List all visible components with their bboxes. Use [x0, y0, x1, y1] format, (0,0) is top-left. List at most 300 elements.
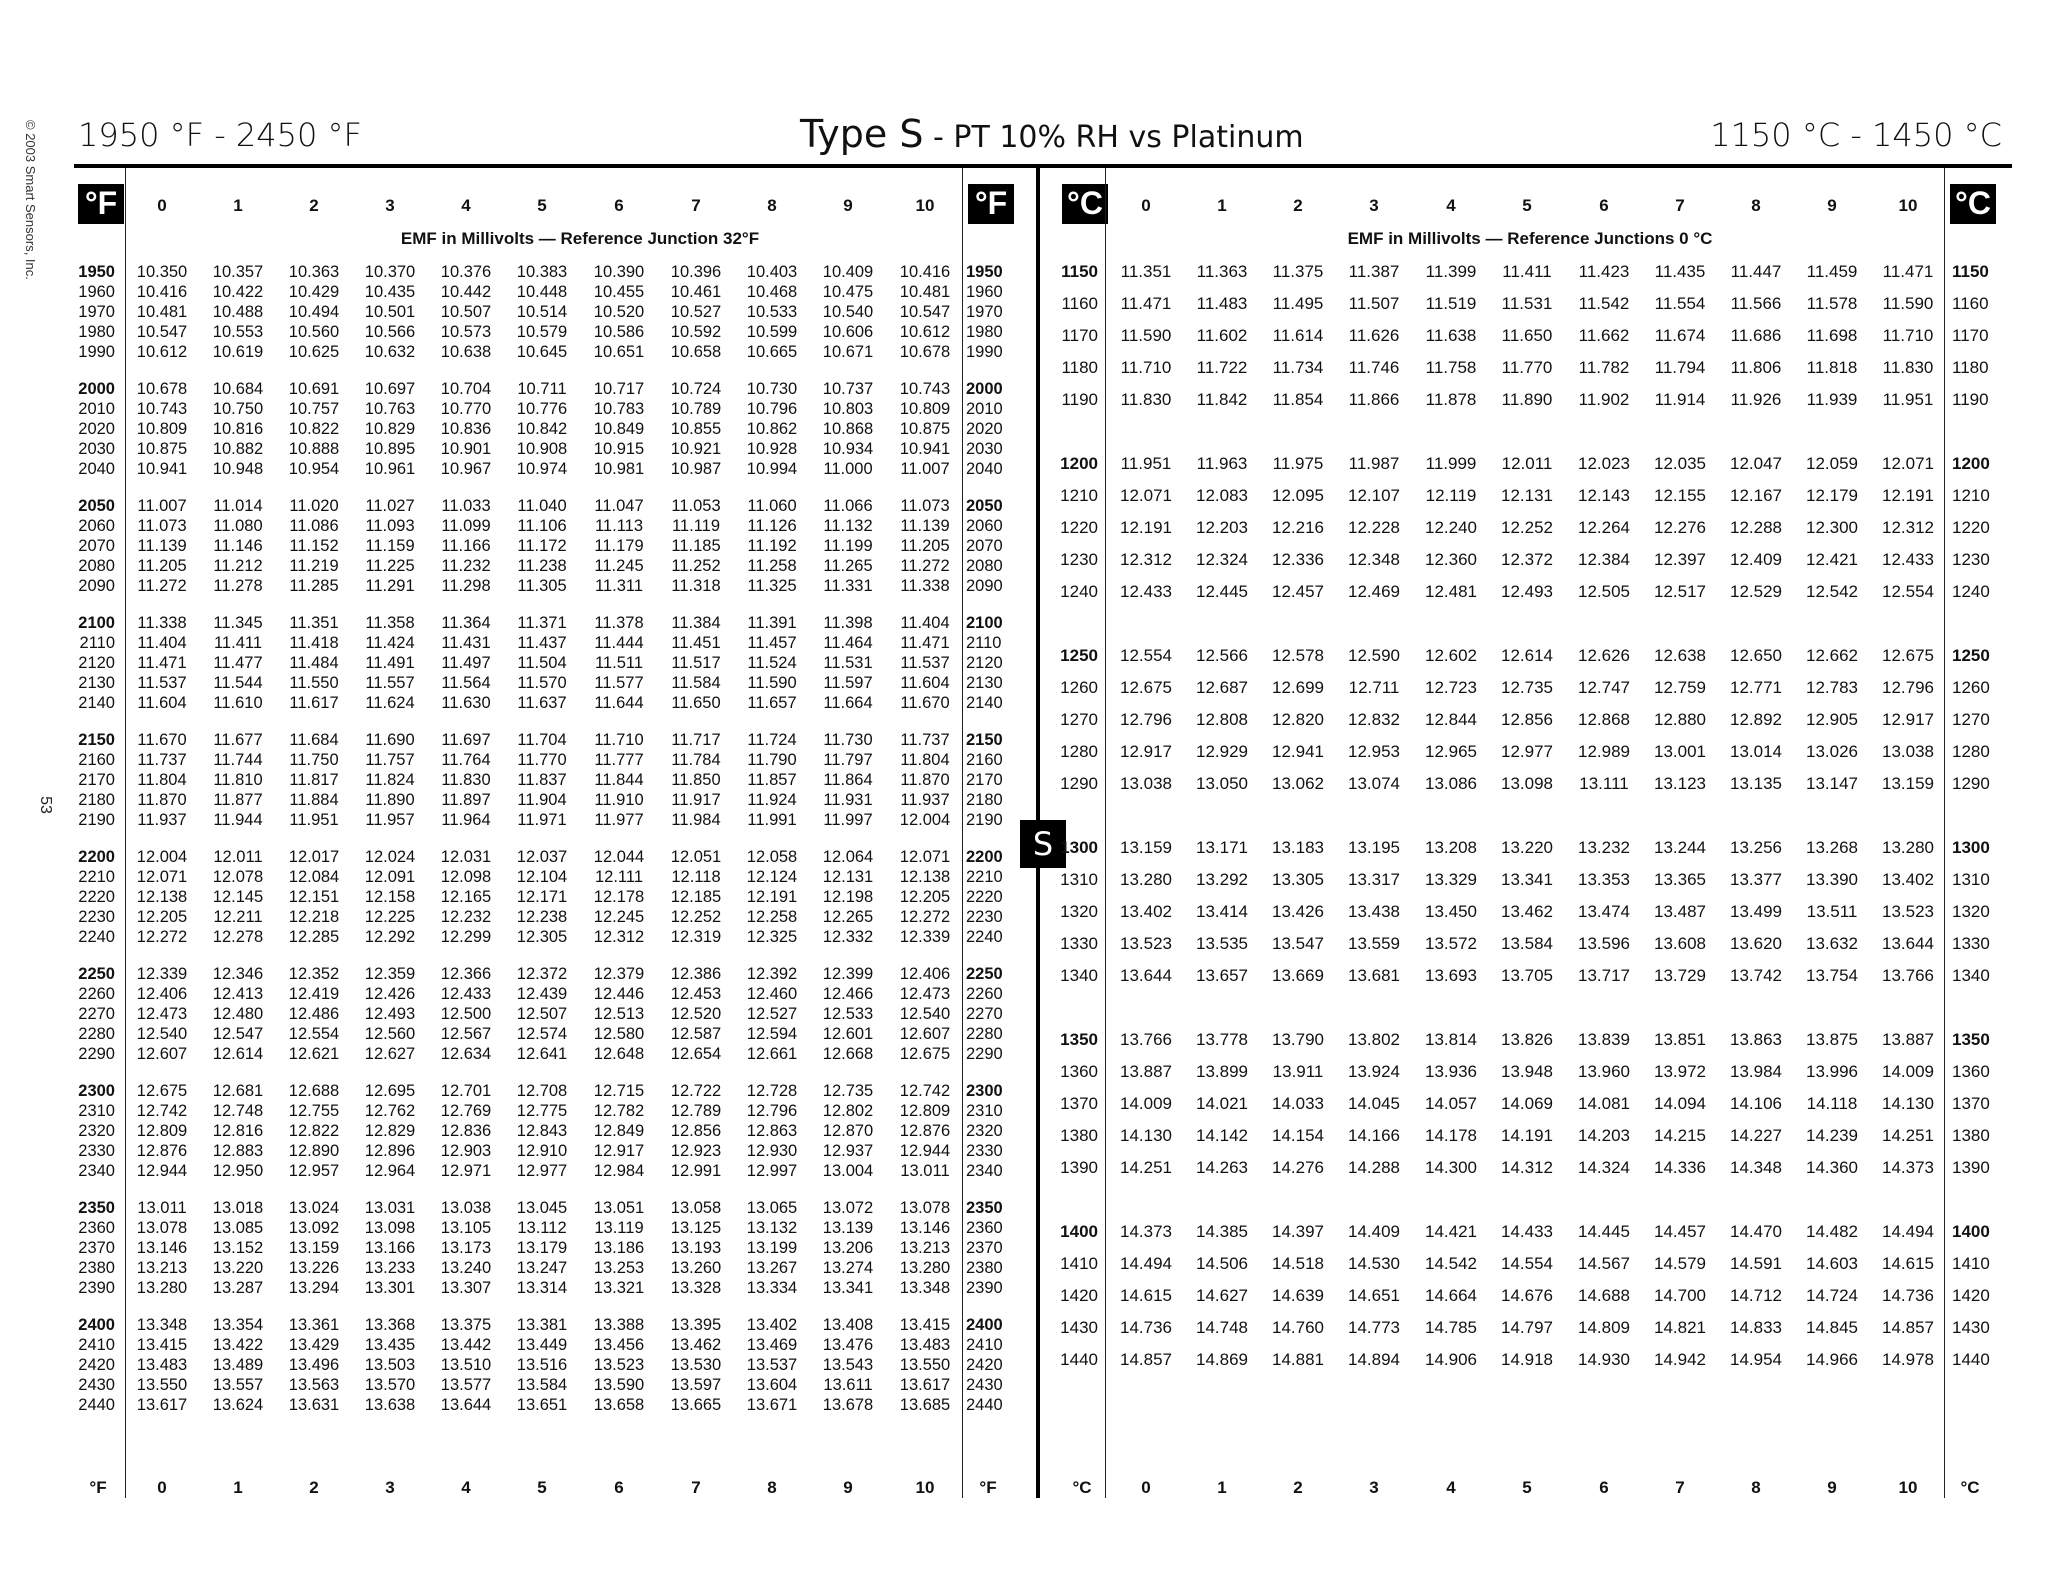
fahrenheit-row-label: 2120: [78, 654, 115, 672]
copyright-text: © 2003 Smart Sensors, Inc.: [23, 120, 38, 280]
celsius-emf-value: 11.770: [1501, 358, 1553, 377]
celsius-emf-value: 14.688: [1578, 1286, 1630, 1305]
fahrenheit-emf-value: 11.844: [594, 771, 644, 789]
celsius-emf-value: 14.773: [1348, 1318, 1400, 1337]
fahrenheit-row-label: 2030: [78, 440, 115, 458]
fahrenheit-emf-value: 11.730: [823, 731, 873, 749]
fahrenheit-emf-value: 12.903: [440, 1142, 492, 1160]
section-tab: S: [1020, 820, 1066, 868]
fahrenheit-emf-value: 12.984: [593, 1162, 645, 1180]
fahrenheit-emf-value: 11.584: [671, 674, 721, 692]
celsius-emf-value: 13.984: [1730, 1062, 1782, 1081]
fahrenheit-emf-value: 12.366: [440, 965, 492, 983]
celsius-emf-value: 14.857: [1120, 1350, 1172, 1369]
celsius-emf-value: 11.423: [1578, 262, 1630, 281]
celsius-emf-value: 12.517: [1654, 582, 1706, 601]
celsius-emf-value: 14.736: [1120, 1318, 1172, 1337]
celsius-emf-value: 12.759: [1654, 678, 1706, 697]
fahrenheit-emf-value: 10.822: [288, 420, 340, 438]
fahrenheit-emf-value: 11.007: [137, 497, 187, 515]
fahrenheit-row-label-right: 2420: [966, 1356, 1003, 1374]
celsius-emf-value: 11.794: [1654, 358, 1706, 377]
fahrenheit-emf-value: 12.567: [440, 1025, 492, 1043]
fahrenheit-emf-value: 11.411: [213, 634, 263, 652]
celsius-emf-value: 12.844: [1425, 710, 1477, 729]
fahrenheit-emf-value: 12.339: [136, 965, 188, 983]
celsius-emf-value: 12.167: [1730, 486, 1782, 505]
celsius-emf-value: 11.590: [1120, 326, 1172, 345]
fahrenheit-footer-column: 3: [385, 1478, 395, 1497]
fahrenheit-emf-value: 10.468: [746, 283, 798, 301]
fahrenheit-emf-value: 12.607: [136, 1045, 188, 1063]
celsius-emf-value: 13.766: [1882, 966, 1934, 985]
fahrenheit-emf-value: 11.837: [517, 771, 567, 789]
celsius-emf-value: 12.445: [1196, 582, 1248, 601]
celsius-emf-value: 11.590: [1882, 294, 1934, 313]
fahrenheit-emf-value: 12.782: [593, 1102, 645, 1120]
celsius-emf-value: 11.987: [1348, 454, 1400, 473]
celsius-emf-value: 12.614: [1501, 646, 1553, 665]
fahrenheit-emf-value: 13.199: [746, 1239, 798, 1257]
fahrenheit-column-header: 4: [461, 196, 471, 215]
fahrenheit-emf-value: 11.338: [900, 577, 950, 595]
celsius-emf-value: 12.119: [1425, 486, 1477, 505]
celsius-emf-value: 11.758: [1425, 358, 1477, 377]
fahrenheit-emf-value: 13.105: [440, 1219, 492, 1237]
celsius-emf-value: 13.742: [1730, 966, 1782, 985]
celsius-emf-value: 13.681: [1348, 966, 1400, 985]
celsius-emf-value: 14.191: [1501, 1126, 1553, 1145]
celsius-emf-value: 12.662: [1806, 646, 1858, 665]
celsius-emf-value: 14.336: [1654, 1158, 1706, 1177]
celsius-emf-value: 12.191: [1120, 518, 1172, 537]
celsius-emf-value: 13.547: [1272, 934, 1324, 953]
fahrenheit-emf-value: 12.413: [212, 985, 264, 1003]
celsius-emf-value: 14.857: [1882, 1318, 1934, 1337]
celsius-emf-value: 13.244: [1654, 838, 1706, 857]
fahrenheit-emf-value: 11.664: [823, 694, 873, 712]
celsius-emf-value: 12.216: [1272, 518, 1324, 537]
fahrenheit-emf-value: 11.371: [517, 614, 567, 632]
fahrenheit-emf-value: 11.166: [441, 537, 491, 555]
fahrenheit-row-label-right: 1970: [966, 303, 1003, 321]
fahrenheit-emf-value: 13.435: [364, 1336, 416, 1354]
fahrenheit-emf-value: 10.370: [364, 263, 416, 281]
fahrenheit-emf-value: 13.563: [288, 1376, 340, 1394]
fahrenheit-emf-value: 10.416: [899, 263, 951, 281]
celsius-emf-value: 13.802: [1348, 1030, 1400, 1049]
fahrenheit-row-label: 2200: [78, 848, 115, 866]
fahrenheit-emf-value: 10.684: [212, 380, 264, 398]
celsius-table-row: [0, 294, 2048, 326]
celsius-emf-value: 13.220: [1501, 838, 1553, 857]
fahrenheit-emf-value: 11.937: [900, 791, 950, 809]
celsius-emf-value: 12.675: [1882, 646, 1934, 665]
celsius-emf-value: 11.578: [1806, 294, 1858, 313]
fahrenheit-emf-value: 10.737: [822, 380, 874, 398]
celsius-emf-value: 14.482: [1806, 1222, 1858, 1241]
fahrenheit-emf-value: 12.944: [899, 1142, 951, 1160]
celsius-emf-value: 14.130: [1120, 1126, 1172, 1145]
fahrenheit-row-label: 2110: [79, 634, 115, 652]
celsius-row-label: 1210: [1060, 486, 1098, 505]
fahrenheit-emf-value: 11.106: [517, 517, 567, 535]
fahrenheit-emf-value: 11.750: [289, 751, 339, 769]
celsius-emf-value: 12.917: [1882, 710, 1934, 729]
fahrenheit-emf-value: 10.403: [746, 263, 798, 281]
fahrenheit-emf-value: 11.364: [441, 614, 491, 632]
fahrenheit-emf-value: 11.690: [365, 731, 415, 749]
fahrenheit-row-label: 2130: [78, 674, 115, 692]
fahrenheit-emf-value: 11.784: [671, 751, 721, 769]
fahrenheit-column-header: 6: [614, 196, 624, 215]
fahrenheit-emf-value: 10.658: [670, 343, 722, 361]
celsius-emf-value: 11.399: [1425, 262, 1477, 281]
fahrenheit-row-label: 2220: [78, 888, 115, 906]
fahrenheit-emf-value: 11.358: [365, 614, 415, 632]
celsius-table-row: [0, 1350, 2048, 1382]
fahrenheit-row-label: 2330: [78, 1142, 115, 1160]
fahrenheit-emf-value: 13.307: [440, 1279, 492, 1297]
fahrenheit-emf-value: 11.113: [594, 517, 644, 535]
celsius-row-label: 1440: [1060, 1350, 1098, 1369]
fahrenheit-emf-value: 11.073: [137, 517, 187, 535]
celsius-emf-value: 12.735: [1501, 678, 1553, 697]
fahrenheit-emf-value: 10.533: [746, 303, 798, 321]
fahrenheit-emf-value: 13.510: [440, 1356, 492, 1374]
celsius-footer-column: 3: [1369, 1478, 1379, 1497]
fahrenheit-emf-value: 10.948: [212, 460, 264, 478]
fahrenheit-emf-value: 12.245: [593, 908, 645, 926]
celsius-emf-value: 14.506: [1196, 1254, 1248, 1273]
celsius-emf-value: 14.833: [1730, 1318, 1782, 1337]
celsius-emf-value: 12.155: [1654, 486, 1706, 505]
fahrenheit-emf-value: 12.118: [671, 868, 721, 886]
celsius-emf-value: 14.094: [1654, 1094, 1706, 1113]
fahrenheit-emf-value: 12.876: [136, 1142, 188, 1160]
fahrenheit-emf-value: 11.604: [137, 694, 187, 712]
fahrenheit-emf-value: 12.292: [364, 928, 416, 946]
celsius-emf-value: 14.263: [1196, 1158, 1248, 1177]
fahrenheit-emf-value: 11.471: [900, 634, 950, 652]
fahrenheit-emf-value: 12.870: [822, 1122, 874, 1140]
fahrenheit-emf-value: 12.917: [593, 1142, 645, 1160]
fahrenheit-emf-value: 10.612: [899, 323, 951, 341]
fahrenheit-column-header: 9: [843, 196, 853, 215]
fahrenheit-emf-value: 10.376: [440, 263, 492, 281]
fahrenheit-emf-value: 12.205: [899, 888, 951, 906]
fahrenheit-emf-value: 12.158: [364, 888, 416, 906]
fahrenheit-emf-value: 10.875: [899, 420, 951, 438]
fahrenheit-row-label-right: 2270: [966, 1005, 1003, 1023]
celsius-row-label-right: 1200: [1952, 454, 1990, 473]
celsius-emf-value: 12.288: [1730, 518, 1782, 537]
fahrenheit-emf-value: 12.480: [212, 1005, 264, 1023]
celsius-emf-value: 14.215: [1654, 1126, 1706, 1145]
celsius-emf-value: 14.409: [1348, 1222, 1400, 1241]
fahrenheit-row-label-right: 2310: [966, 1102, 1003, 1120]
fahrenheit-emf-value: 12.668: [822, 1045, 874, 1063]
celsius-emf-value: 12.240: [1425, 518, 1477, 537]
celsius-emf-value: 14.445: [1578, 1222, 1630, 1241]
fahrenheit-row-label-right: 2260: [966, 985, 1003, 1003]
celsius-row-label-right: 1320: [1952, 902, 1990, 921]
fahrenheit-emf-value: 13.092: [288, 1219, 340, 1237]
fahrenheit-row-label-right: 2360: [966, 1219, 1003, 1237]
celsius-emf-value: 13.669: [1272, 966, 1324, 985]
fahrenheit-emf-value: 12.621: [288, 1045, 340, 1063]
celsius-emf-value: 11.806: [1730, 358, 1782, 377]
fahrenheit-emf-value: 10.448: [516, 283, 568, 301]
fahrenheit-footer-column: 10: [915, 1478, 935, 1497]
fahrenheit-emf-value: 11.152: [289, 537, 339, 555]
fahrenheit-emf-value: 13.267: [746, 1259, 798, 1277]
fahrenheit-row-label: 2250: [78, 965, 115, 983]
celsius-emf-value: 14.154: [1272, 1126, 1324, 1145]
celsius-emf-value: 14.869: [1196, 1350, 1248, 1369]
celsius-emf-value: 11.890: [1501, 390, 1553, 409]
fahrenheit-row-label-right: 1990: [966, 343, 1003, 361]
fahrenheit-emf-value: 12.238: [516, 908, 568, 926]
fahrenheit-emf-value: 11.040: [517, 497, 567, 515]
celsius-emf-value: 11.495: [1272, 294, 1324, 313]
fahrenheit-emf-value: 12.392: [746, 965, 798, 983]
celsius-emf-value: 14.045: [1348, 1094, 1400, 1113]
fahrenheit-emf-value: 12.486: [288, 1005, 340, 1023]
celsius-emf-value: 11.626: [1348, 326, 1400, 345]
celsius-emf-value: 14.251: [1120, 1158, 1172, 1177]
fahrenheit-row-label-right: 2190: [966, 811, 1003, 829]
celsius-emf-value: 11.939: [1806, 390, 1858, 409]
celsius-emf-value: 13.074: [1348, 774, 1400, 793]
celsius-emf-value: 12.542: [1806, 582, 1858, 601]
fahrenheit-emf-value: 10.809: [136, 420, 188, 438]
celsius-emf-value: 13.559: [1348, 934, 1400, 953]
fahrenheit-row-label-right: 2330: [966, 1142, 1003, 1160]
celsius-row-label-right: 1440: [1952, 1350, 1990, 1369]
fahrenheit-row-label: 2020: [78, 420, 115, 438]
fahrenheit-emf-value: 11.232: [441, 557, 491, 575]
fahrenheit-row-label: 2230: [78, 908, 115, 926]
fahrenheit-emf-value: 12.252: [670, 908, 722, 926]
celsius-column-header: 10: [1898, 196, 1918, 215]
celsius-emf-value: 13.887: [1120, 1062, 1172, 1081]
fahrenheit-row-label-right: 2150: [966, 731, 1003, 749]
fahrenheit-emf-value: 10.357: [212, 263, 264, 281]
celsius-emf-value: 12.554: [1882, 582, 1934, 601]
fahrenheit-emf-value: 10.350: [136, 263, 188, 281]
fahrenheit-emf-value: 13.577: [440, 1376, 492, 1394]
fahrenheit-emf-value: 11.904: [517, 791, 567, 809]
fahrenheit-row-label: 2240: [78, 928, 115, 946]
celsius-emf-value: 13.268: [1806, 838, 1858, 857]
celsius-emf-value: 12.566: [1196, 646, 1248, 665]
fahrenheit-emf-value: 12.587: [670, 1025, 722, 1043]
fahrenheit-emf-value: 12.352: [288, 965, 340, 983]
fahrenheit-row-label-right: 2180: [966, 791, 1003, 809]
fahrenheit-emf-value: 13.590: [593, 1376, 645, 1394]
fahrenheit-emf-value: 11.179: [594, 537, 644, 555]
celsius-column-header: 2: [1293, 196, 1303, 215]
fahrenheit-emf-value: 12.372: [516, 965, 568, 983]
fahrenheit-row-label: 2420: [78, 1356, 115, 1374]
fahrenheit-emf-value: 10.645: [516, 343, 568, 361]
fahrenheit-emf-value: 12.896: [364, 1142, 416, 1160]
celsius-emf-value: 13.535: [1196, 934, 1248, 953]
fahrenheit-emf-value: 10.928: [746, 440, 798, 458]
fahrenheit-emf-value: 11.670: [137, 731, 187, 749]
fahrenheit-emf-value: 13.233: [364, 1259, 416, 1277]
fahrenheit-row-label-right: 2110: [966, 634, 1002, 652]
celsius-emf-value: 12.469: [1348, 582, 1400, 601]
fahrenheit-emf-value: 11.804: [137, 771, 187, 789]
fahrenheit-emf-value: 13.058: [670, 1199, 722, 1217]
celsius-emf-value: 11.914: [1654, 390, 1706, 409]
fahrenheit-emf-value: 13.624: [212, 1396, 264, 1414]
fahrenheit-emf-value: 10.704: [440, 380, 492, 398]
fahrenheit-emf-value: 13.597: [670, 1376, 722, 1394]
fahrenheit-emf-value: 13.206: [822, 1239, 874, 1257]
fahrenheit-emf-value: 12.742: [136, 1102, 188, 1120]
fahrenheit-row-label: 2400: [78, 1316, 115, 1334]
fahrenheit-emf-value: 13.301: [364, 1279, 416, 1297]
fahrenheit-emf-value: 11.086: [289, 517, 339, 535]
fahrenheit-emf-value: 12.715: [593, 1082, 645, 1100]
celsius-emf-value: 13.839: [1578, 1030, 1630, 1049]
fahrenheit-emf-value: 12.991: [670, 1162, 722, 1180]
celsius-row-label-right: 1410: [1952, 1254, 1990, 1273]
fahrenheit-emf-value: 13.402: [746, 1316, 798, 1334]
celsius-emf-value: 13.766: [1120, 1030, 1172, 1049]
fahrenheit-emf-value: 11.850: [671, 771, 721, 789]
celsius-unit-left: °C: [1062, 184, 1108, 224]
fahrenheit-emf-value: 12.971: [440, 1162, 492, 1180]
celsius-emf-value: 12.047: [1730, 454, 1782, 473]
fahrenheit-emf-value: 12.285: [288, 928, 340, 946]
fahrenheit-row-label: 1960: [78, 283, 115, 301]
fahrenheit-emf-value: 13.024: [288, 1199, 340, 1217]
fahrenheit-emf-value: 11.537: [137, 674, 187, 692]
fahrenheit-emf-value: 11.172: [517, 537, 567, 555]
fahrenheit-emf-value: 12.359: [364, 965, 416, 983]
celsius-table-row: [0, 1318, 2048, 1350]
fahrenheit-emf-value: 11.053: [671, 497, 721, 515]
fahrenheit-emf-value: 11.418: [289, 634, 339, 652]
title-sub: - PT 10% RH vs Platinum: [923, 120, 1304, 155]
fahrenheit-emf-value: 12.225: [364, 908, 416, 926]
fahrenheit-emf-value: 13.274: [822, 1259, 874, 1277]
fahrenheit-emf-value: 13.072: [822, 1199, 874, 1217]
fahrenheit-emf-value: 11.491: [365, 654, 415, 672]
fahrenheit-emf-value: 13.442: [440, 1336, 492, 1354]
fahrenheit-emf-value: 12.071: [136, 868, 188, 886]
celsius-emf-value: 11.435: [1654, 262, 1706, 281]
fahrenheit-emf-value: 11.192: [747, 537, 797, 555]
fahrenheit-emf-value: 11.710: [594, 731, 644, 749]
celsius-emf-value: 12.481: [1425, 582, 1477, 601]
fahrenheit-emf-value: 11.311: [594, 577, 644, 595]
celsius-emf-value: 11.483: [1196, 294, 1248, 313]
fahrenheit-row-label: 2180: [78, 791, 115, 809]
fahrenheit-emf-value: 11.557: [365, 674, 415, 692]
celsius-emf-value: 12.650: [1730, 646, 1782, 665]
celsius-emf-value: 13.644: [1882, 934, 1934, 953]
fahrenheit-emf-value: 11.637: [517, 694, 567, 712]
celsius-row-label: 1310: [1060, 870, 1098, 889]
fahrenheit-emf-value: 11.864: [823, 771, 873, 789]
celsius-table-row: [0, 870, 2048, 902]
celsius-emf-value: 13.887: [1882, 1030, 1934, 1049]
fahrenheit-row-label: 2000: [78, 380, 115, 398]
celsius-emf-value: 11.963: [1196, 454, 1248, 473]
fahrenheit-emf-value: 10.862: [746, 420, 798, 438]
celsius-emf-value: 12.820: [1272, 710, 1324, 729]
celsius-row-label-right: 1220: [1952, 518, 1990, 537]
celsius-emf-value: 11.878: [1425, 390, 1477, 409]
celsius-row-label: 1290: [1060, 774, 1098, 793]
celsius-emf-value: 12.602: [1425, 646, 1477, 665]
celsius-emf-value: 14.227: [1730, 1126, 1782, 1145]
celsius-emf-value: 11.519: [1425, 294, 1477, 313]
celsius-emf-value: 14.203: [1578, 1126, 1630, 1145]
celsius-emf-value: 14.057: [1425, 1094, 1477, 1113]
fahrenheit-emf-value: 12.466: [822, 985, 874, 1003]
celsius-emf-value: 14.494: [1882, 1222, 1934, 1241]
celsius-emf-value: 14.894: [1348, 1350, 1400, 1369]
fahrenheit-emf-value: 11.404: [137, 634, 187, 652]
fahrenheit-emf-value: 13.152: [212, 1239, 264, 1257]
fahrenheit-emf-value: 13.159: [288, 1239, 340, 1257]
celsius-emf-value: 11.387: [1348, 262, 1400, 281]
celsius-emf-value: 14.130: [1882, 1094, 1934, 1113]
fahrenheit-emf-value: 11.590: [747, 674, 797, 692]
fahrenheit-emf-value: 12.078: [212, 868, 264, 886]
celsius-row-label: 1270: [1060, 710, 1098, 729]
fahrenheit-emf-value: 11.544: [213, 674, 263, 692]
fahrenheit-row-label: 2340: [78, 1162, 115, 1180]
fahrenheit-column-header: 5: [537, 196, 547, 215]
celsius-emf-value: 14.178: [1425, 1126, 1477, 1145]
fahrenheit-emf-value: 12.728: [746, 1082, 798, 1100]
celsius-emf-value: 11.662: [1578, 326, 1630, 345]
fahrenheit-emf-value: 11.957: [365, 811, 415, 829]
fahrenheit-emf-value: 10.981: [593, 460, 645, 478]
fahrenheit-emf-value: 11.391: [747, 614, 797, 632]
celsius-emf-value: 12.360: [1425, 550, 1477, 569]
fahrenheit-row-label-right: 2040: [966, 460, 1003, 478]
fahrenheit-emf-value: 12.299: [440, 928, 492, 946]
fahrenheit-emf-value: 10.514: [516, 303, 568, 321]
celsius-emf-value: 14.360: [1806, 1158, 1858, 1177]
celsius-row-label: 1190: [1061, 390, 1098, 409]
fahrenheit-row-label-right: 2170: [966, 771, 1003, 789]
celsius-emf-value: 14.106: [1730, 1094, 1782, 1113]
celsius-emf-value: 11.542: [1578, 294, 1630, 313]
fahrenheit-emf-value: 13.489: [212, 1356, 264, 1374]
celsius-emf-value: 12.917: [1120, 742, 1172, 761]
fahrenheit-emf-value: 12.675: [899, 1045, 951, 1063]
fahrenheit-emf-value: 12.151: [288, 888, 340, 906]
celsius-emf-value: 14.627: [1196, 1286, 1248, 1305]
fahrenheit-emf-value: 11.531: [823, 654, 873, 672]
fahrenheit-emf-value: 11.205: [137, 557, 187, 575]
celsius-row-label-right: 1290: [1952, 774, 1990, 793]
fahrenheit-emf-value: 13.348: [899, 1279, 951, 1297]
fahrenheit-emf-value: 12.701: [440, 1082, 492, 1100]
celsius-footer-unit-right: °C: [1960, 1478, 1980, 1497]
fahrenheit-emf-value: 12.064: [822, 848, 874, 866]
celsius-emf-value: 12.783: [1806, 678, 1858, 697]
